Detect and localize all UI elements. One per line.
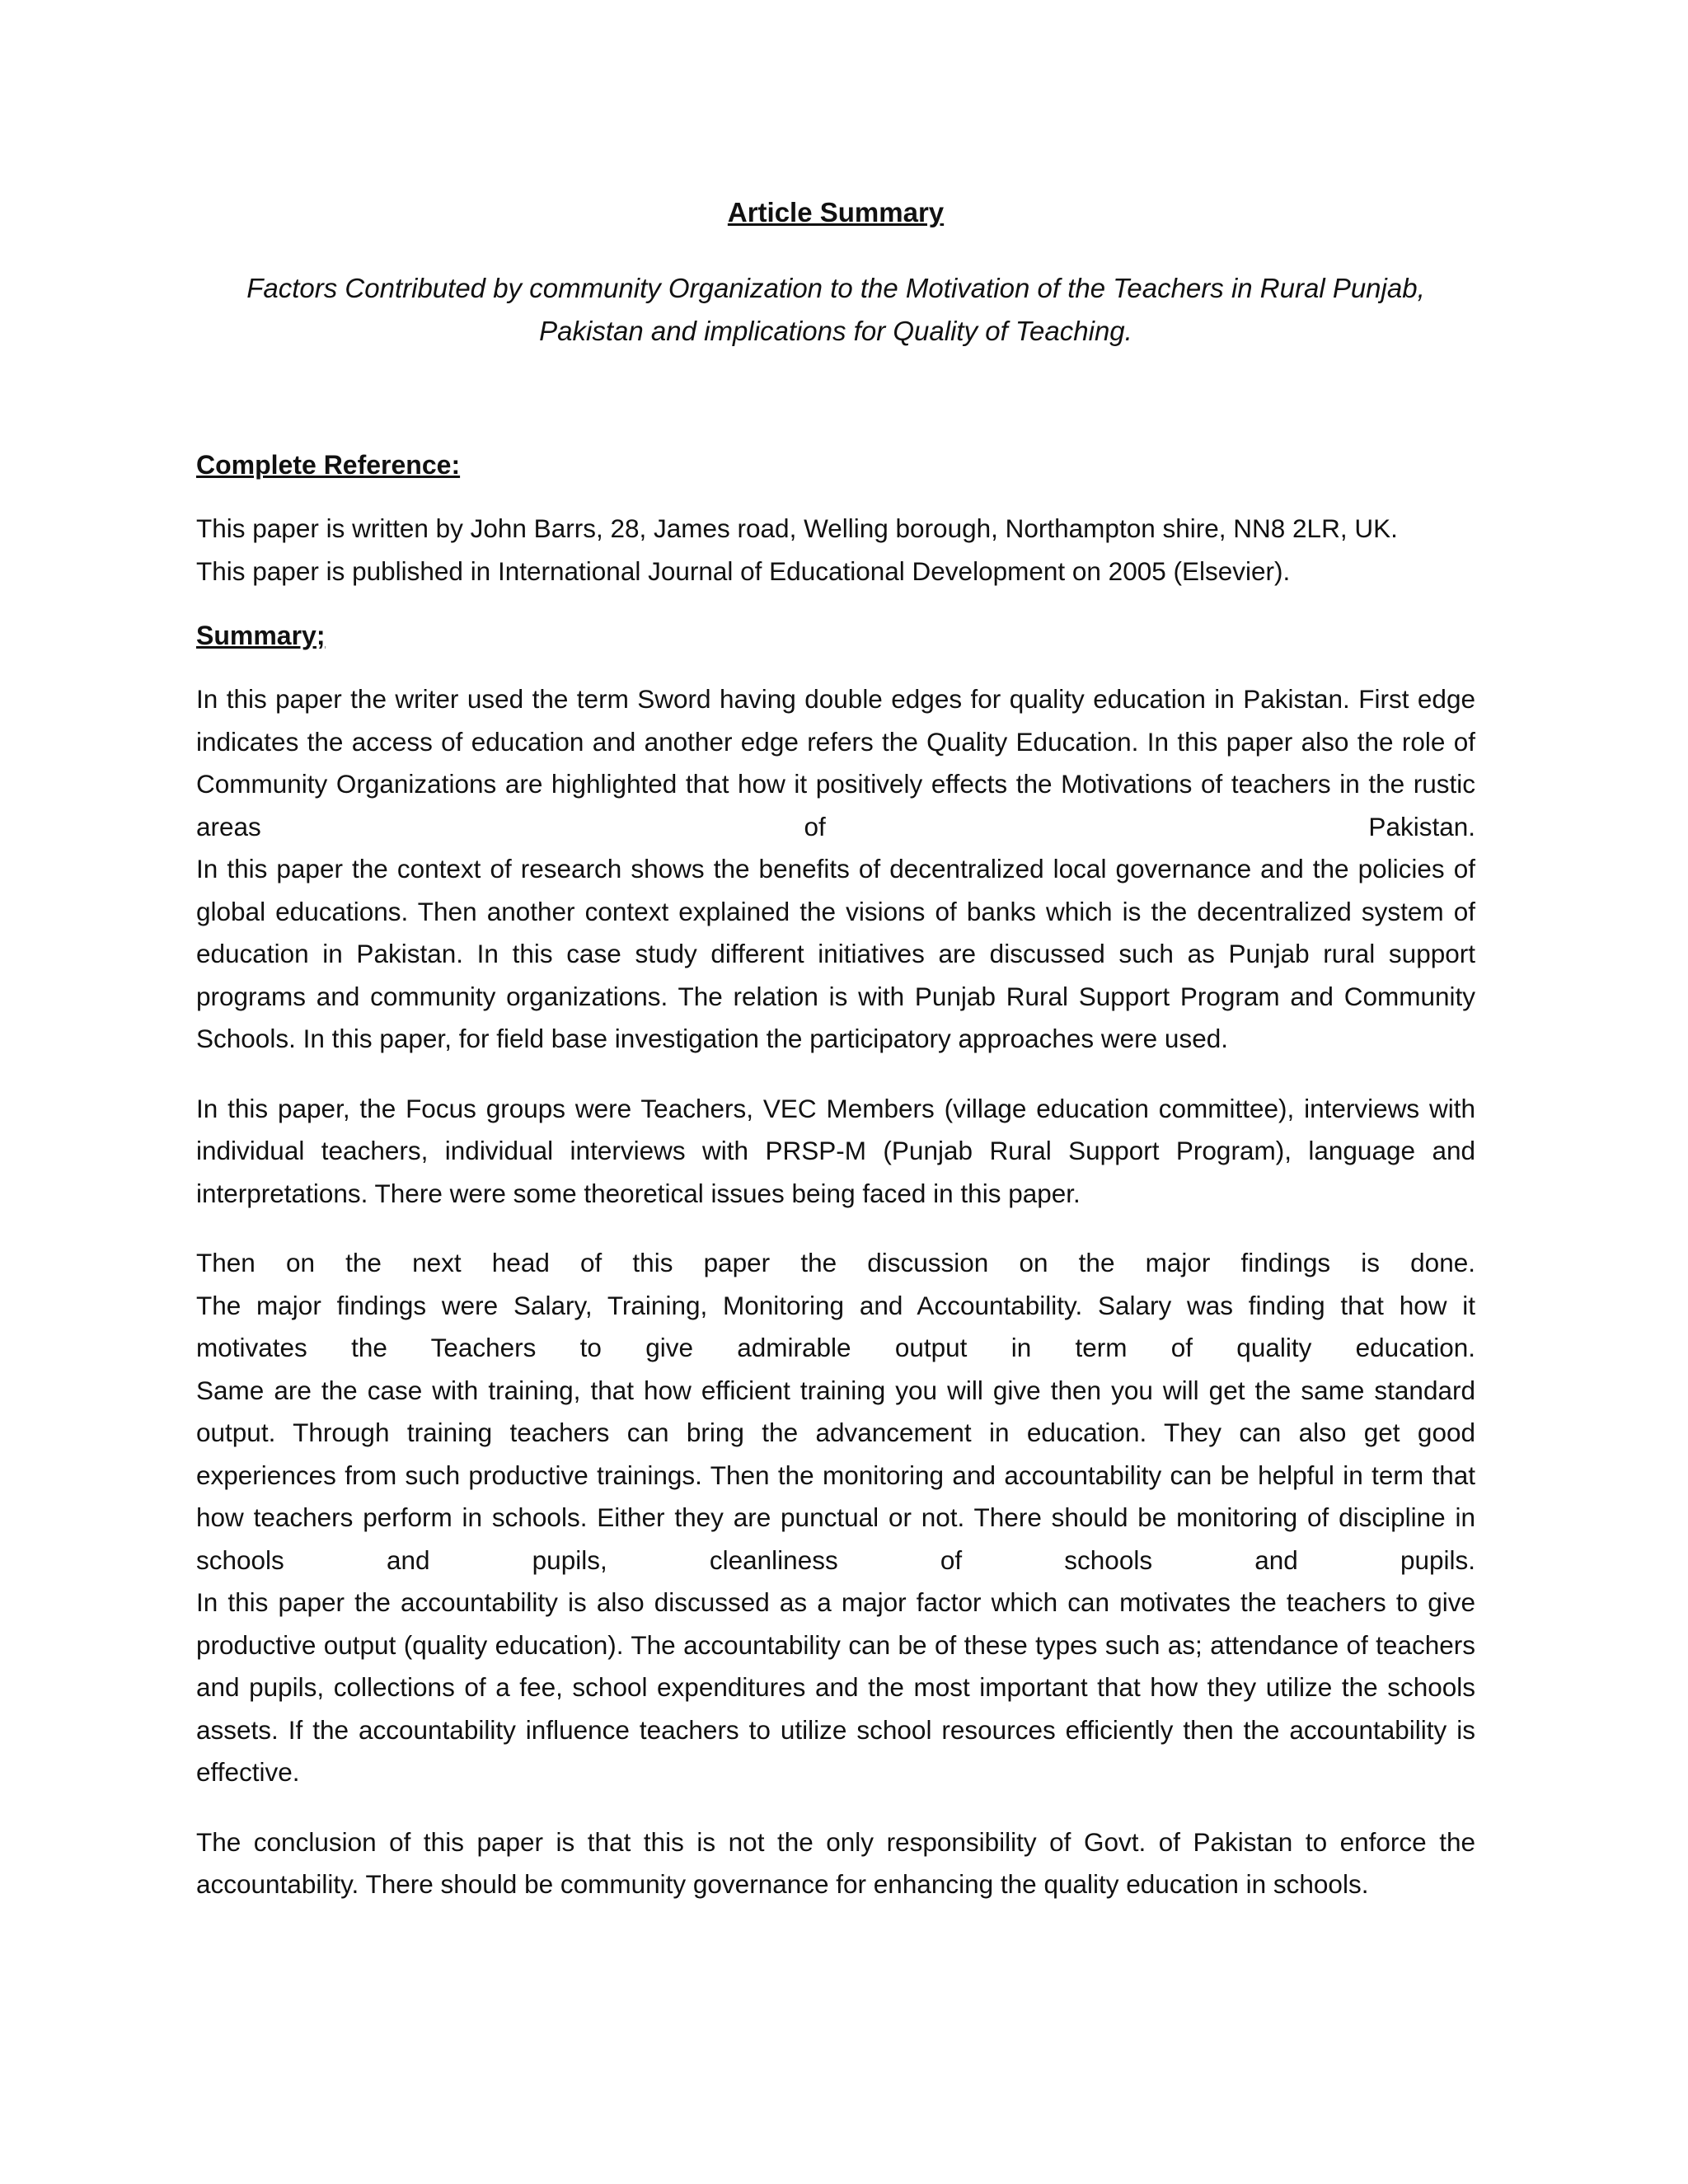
reference-line-author: This paper is written by John Barrs, 28, James road, Welling borough, Northampton shire, NN8 2LR, UK.	[196, 513, 1398, 543]
reference-line-journal: This paper is published in International Journal of Educational Development on 2005 (Elsevier).	[196, 555, 1291, 586]
document-content	[196, 191, 1475, 1933]
summary-paragraph-1-part-b: In this paper the context of research shows the benefits of decentralized local governance and the policies of global educations. Then another context explained the visions of banks which is the decentralized system of education in Pakistan. In this case study different initiatives are discussed such as Punjab rural support programs and community organizations. The relation is with Punjab Rural Support Program and Community Schools. In this paper, for field base investigation the participatory approaches were used.	[196, 854, 1475, 1053]
summary-paragraph-3-part-a: Then on the next head of this paper the discussion on the major findings is done.	[196, 1248, 1475, 1277]
summary-paragraph-1-part-a: In this paper the writer used the term Sword having double edges for quality education in Pakistan. First edge indicates the access of education and another edge refers the Quality Education. In this paper also the role of Community Organizations are highlighted that how it positively effects the Motivations of teachers in the rustic areas of Pakistan.	[196, 684, 1475, 841]
summary-paragraph-3-part-d: In this paper the accountability is also discussed as a major factor which can motivates the teachers to give productive output (quality education). The accountability can be of these types such as; attendance of teachers and pupils, collections of a fee, school expenditures and the most important that how they utilize the schools assets. If the accountability influence teachers to utilize school resources efficiently then the accountability is effective.	[196, 1587, 1475, 1787]
reference-heading: Complete Reference:	[196, 450, 461, 480]
reference-block	[196, 508, 1475, 593]
document-subtitle: Factors Contributed by community Organization to the Motivation of the Teachers in Rural Punjab, Pakistan and implications for Quality of Teaching.	[246, 273, 1425, 346]
summary-paragraph-4: The conclusion of this paper is that this is not the only responsibility of Govt. of Pakistan to enforce the accountability. There should be community governance for enhancing the quality education in schools.	[196, 1826, 1475, 1899]
summary-paragraph-3-part-c: Same are the case with training, that how efficient training you will give then you will get the same standard output. Through training teachers can bring the advancement in education. They can also get good experiences from such productive trainings. Then the monitoring and accountability can be helpful in term that how teachers perform in schools. Either they are punctual or not. There should be monitoring of discipline in schools and pupils, cleanliness of schools and pupils.	[196, 1375, 1475, 1575]
summary-heading: Summary;	[196, 621, 326, 650]
summary-paragraph-2: In this paper, the Focus groups were Teachers, VEC Members (village education committee), interviews with individual teachers, individual interviews with PRSP-M (Punjab Rural Support Program), language and interpretations. There were some theoretical issues being faced in this paper.	[196, 1093, 1475, 1208]
summary-paragraph-3-part-b: The major findings were Salary, Training, Monitoring and Accountability. Salary was finding that how it motivates the Teachers to give admirable output in term of quality education.	[196, 1290, 1475, 1362]
summary-paragraph-3	[196, 1242, 1475, 1794]
document-title: Article Summary	[727, 197, 945, 227]
summary-paragraph-1	[196, 678, 1475, 1061]
